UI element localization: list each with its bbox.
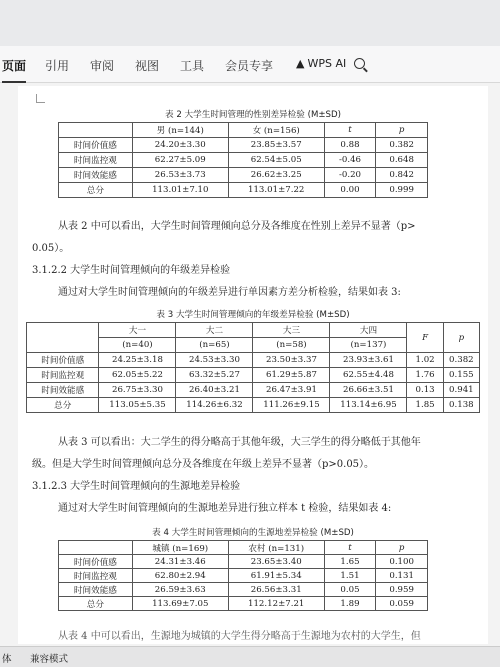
table-cell: 113.05±5.35 [99, 398, 176, 413]
table4 [58, 540, 428, 611]
table-cell: 62.54±5.05 [228, 153, 324, 168]
table-cell: -0.46 [324, 153, 376, 168]
status-compat-mode[interactable]: 兼容模式 [30, 654, 69, 665]
paragraph-line: 通过对大学生时间管理倾向的年级差异进行单因素方差分析检验，结果如表 3: [58, 287, 401, 298]
table-header-cell: t [324, 541, 376, 555]
status-font-label: 体 [2, 654, 12, 665]
table-header-cell: 城镇 (n=169) [132, 541, 228, 555]
table-row [59, 183, 428, 198]
table-cell: 总分 [59, 597, 133, 611]
table2 [58, 122, 428, 198]
table-cell: 62.05±5.22 [99, 368, 176, 383]
table-cell: 0.648 [376, 153, 428, 168]
table-row [27, 368, 480, 383]
table-cell: 时间价值感 [27, 353, 99, 368]
section-heading: 3.1.2.2 大学生时间管理倾向的年级差异检验 [32, 265, 231, 276]
table-row [59, 597, 428, 611]
table-cell: 26.75±3.30 [99, 383, 176, 398]
table-cell: 时间监控观 [59, 569, 133, 583]
table-cell: 0.959 [376, 583, 428, 597]
table-cell: 24.25±3.18 [99, 353, 176, 368]
table-cell: 0.999 [376, 183, 428, 198]
wps-ai-label: WPS AI [307, 57, 347, 70]
table-cell: 0.059 [376, 597, 428, 611]
table2-caption: 表 2 大学生时间管理的性别差异检验 (M±SD) [165, 110, 341, 120]
table-header-cell: 女 (n=156) [228, 123, 324, 138]
table-cell: -0.20 [324, 168, 376, 183]
table3-caption: 表 3 大学生时间管理倾向的年级差异检验 (M±SD) [156, 310, 350, 320]
table-header-cell: t [324, 123, 376, 138]
wps-ai-button[interactable] [296, 57, 346, 70]
tab-review[interactable]: 审阅 [90, 59, 115, 73]
table-header-cell [27, 323, 99, 353]
table-cell: 0.00 [324, 183, 376, 198]
table-row [59, 555, 428, 569]
table-cell: 26.53±3.73 [132, 168, 228, 183]
paragraph-line: 0.05）。 [32, 243, 70, 254]
table3 [26, 322, 480, 413]
table-row [27, 398, 480, 413]
table-cell: 0.88 [324, 138, 376, 153]
table-header-cell: F [407, 323, 443, 353]
section-heading: 3.1.2.3 大学生时间管理倾向的生源地差异检验 [32, 481, 241, 492]
table-row [59, 153, 428, 168]
table-cell: 26.66±3.51 [330, 383, 407, 398]
table-subheader-cell: (n=65) [176, 338, 253, 353]
table-header-cell: p [443, 323, 479, 353]
table-cell: 时间价值感 [59, 555, 133, 569]
table-cell: 113.69±7.05 [132, 597, 228, 611]
table-cell: 26.62±3.25 [228, 168, 324, 183]
table-cell: 时间监控观 [59, 153, 133, 168]
table-cell: 61.91±5.34 [228, 569, 324, 583]
table-header-cell [59, 541, 133, 555]
table-subheader-cell: (n=58) [253, 338, 330, 353]
table-row [27, 383, 480, 398]
table-cell: 24.31±3.46 [132, 555, 228, 569]
table-cell: 1.89 [324, 597, 376, 611]
paragraph-line: 从表 4 中可以看出，生源地为城镇的大学生得分略高于生源地为农村的大学生，但 [58, 631, 421, 642]
tab-references[interactable]: 引用 [45, 59, 70, 73]
table-cell: 时间价值感 [59, 138, 133, 153]
tab-page[interactable]: 页面 [2, 59, 27, 73]
table-cell: 24.20±3.30 [132, 138, 228, 153]
tab-member[interactable]: 会员专享 [225, 59, 274, 73]
table-header-cell: 大四 [330, 323, 407, 338]
table-header-cell: 大一 [99, 323, 176, 338]
paragraph-line: 级。但是大学生时间管理倾向总分及各维度在年级上差异不显著（p>0.05）。 [32, 459, 375, 470]
table-row [59, 123, 428, 138]
table-cell: 0.382 [443, 353, 479, 368]
table-cell: 1.76 [407, 368, 443, 383]
table-cell: 63.32±5.27 [176, 368, 253, 383]
table-header-cell [59, 123, 133, 138]
table-header-cell: 大二 [176, 323, 253, 338]
table-header-cell: p [376, 541, 428, 555]
table-header-cell: 男 (n=144) [132, 123, 228, 138]
table-cell: 62.27±5.09 [132, 153, 228, 168]
table-cell: 0.13 [407, 383, 443, 398]
table-cell: 0.138 [443, 398, 479, 413]
table-cell: 1.02 [407, 353, 443, 368]
table-subheader-cell: (n=137) [330, 338, 407, 353]
table-cell: 26.56±3.31 [228, 583, 324, 597]
table-cell: 113.01±7.10 [132, 183, 228, 198]
table-cell: 0.131 [376, 569, 428, 583]
table-cell: 时间效能感 [59, 168, 133, 183]
tab-tools[interactable]: 工具 [180, 59, 205, 73]
table-cell: 113.14±6.95 [330, 398, 407, 413]
document-page [18, 86, 488, 644]
table-cell: 23.65±3.40 [228, 555, 324, 569]
table-cell: 23.50±3.37 [253, 353, 330, 368]
table-cell: 23.93±3.61 [330, 353, 407, 368]
table-cell: 0.941 [443, 383, 479, 398]
table-cell: 总分 [27, 398, 99, 413]
table-cell: 26.59±3.63 [132, 583, 228, 597]
table-cell: 0.842 [376, 168, 428, 183]
table-cell: 62.80±2.94 [132, 569, 228, 583]
table-cell: 62.55±4.48 [330, 368, 407, 383]
table-header-cell: 大三 [253, 323, 330, 338]
ribbon-tabs [0, 46, 500, 83]
table4-caption: 表 4 大学生时间管理倾向的生源地差异检验 (M±SD) [152, 528, 354, 538]
table-cell: 1.65 [324, 555, 376, 569]
table-row [59, 583, 428, 597]
page-corner-mark [36, 94, 45, 103]
table-cell: 24.53±3.30 [176, 353, 253, 368]
table-cell: 114.26±6.32 [176, 398, 253, 413]
status-bar [0, 646, 500, 667]
paragraph-line: 通过对大学生时间管理倾向的生源地差异进行独立样本 t 检验，结果如表 4: [58, 503, 392, 514]
table-cell: 0.382 [376, 138, 428, 153]
table-cell: 112.12±7.21 [228, 597, 324, 611]
table-cell: 0.100 [376, 555, 428, 569]
table-cell: 113.01±7.22 [228, 183, 324, 198]
table-cell: 总分 [59, 183, 133, 198]
table-header-cell: p [376, 123, 428, 138]
table-cell: 26.47±3.91 [253, 383, 330, 398]
search-icon[interactable] [354, 58, 365, 69]
table-cell: 0.155 [443, 368, 479, 383]
paragraph-line: 从表 2 中可以看出，大学生时间管理倾向总分及各维度在性别上差异不显著（p> [58, 221, 416, 232]
table-cell: 1.51 [324, 569, 376, 583]
paragraph-line: 从表 3 可以看出：大二学生的得分略高于其他年级，大三学生的得分略低于其他年 [58, 437, 421, 448]
table-cell: 时间监控观 [27, 368, 99, 383]
table-cell: 1.85 [407, 398, 443, 413]
table-row [59, 541, 428, 555]
table-cell: 26.40±3.21 [176, 383, 253, 398]
table-row [27, 323, 480, 338]
table-cell: 61.29±5.87 [253, 368, 330, 383]
table-header-cell: 农村 (n=131) [228, 541, 324, 555]
table-cell: 时间效能感 [27, 383, 99, 398]
table-row [27, 353, 480, 368]
window-top-area [0, 0, 500, 46]
table-subheader-cell: (n=40) [99, 338, 176, 353]
table-cell: 111.26±9.15 [253, 398, 330, 413]
table-row [59, 138, 428, 153]
table-row [59, 569, 428, 583]
table-cell: 时间效能感 [59, 583, 133, 597]
table-cell: 0.05 [324, 583, 376, 597]
table-cell: 23.85±3.57 [228, 138, 324, 153]
table-row [59, 168, 428, 183]
tab-view[interactable]: 视图 [135, 59, 160, 73]
wps-ai-logo-icon: ▲ [296, 57, 305, 70]
